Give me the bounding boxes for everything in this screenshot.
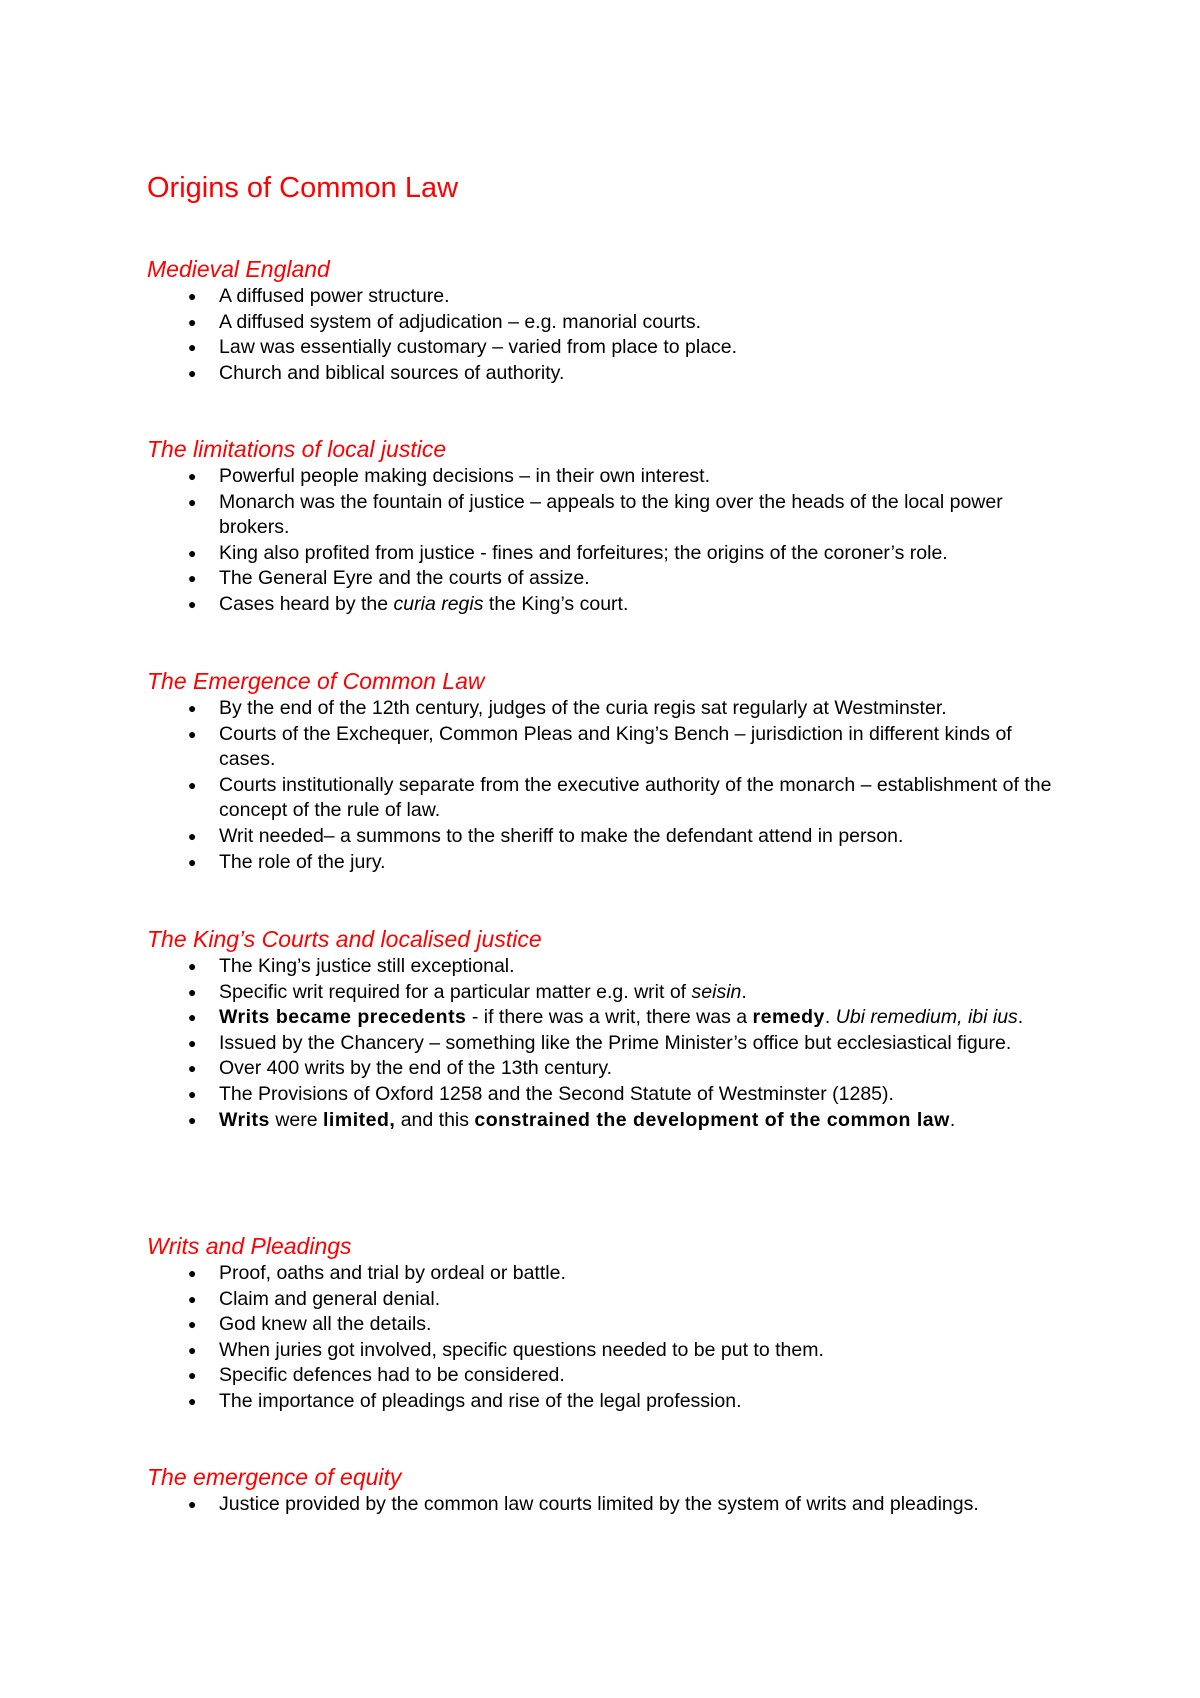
list-item [147, 310, 1059, 336]
list-item [147, 1338, 1059, 1364]
section-heading: Medieval England [147, 256, 330, 282]
item-text: King also profited from justice - fines and forfeitures; the origins of the coroner’s role. [219, 541, 948, 564]
item-text: Over 400 writs by the end of the 13th century. [219, 1057, 613, 1080]
bullet-icon: ● [188, 958, 197, 974]
section-heading: The King’s Courts and localised justice [147, 926, 542, 952]
bullet-icon: ● [188, 725, 197, 742]
list-item [147, 1031, 1059, 1057]
bullet-list [147, 284, 1077, 386]
item-text: Church and biblical sources of authority. [219, 361, 565, 384]
bullet-icon: ● [188, 1392, 197, 1409]
section-emergence-of-equity [147, 1462, 1077, 1518]
bullet-icon: ● [188, 339, 197, 356]
item-text: Writ needed– a summons to the sheriff to make the defendant attend in person. [219, 824, 904, 847]
item-text: By the end of the 12th century, judges of the curia regis sat regularly at Westminster. [219, 697, 947, 719]
section-heading: The limitations of local justice [147, 436, 447, 462]
list-item [147, 1005, 1059, 1031]
section-medieval-england [147, 254, 1077, 386]
list-item [147, 1312, 1059, 1338]
bullet-icon: ● [188, 827, 197, 844]
italic-text: seisin [691, 980, 742, 1003]
item-text: . [1017, 1006, 1024, 1029]
list-item [147, 980, 1059, 1006]
item-text: Specific writ required for a particular matter e.g. writ of [219, 980, 692, 1003]
bullet-list [147, 1261, 1077, 1415]
list-item [147, 850, 1059, 876]
list-item [147, 490, 1059, 541]
section-heading: The emergence of equity [147, 1464, 402, 1490]
italic-text: curia regis [393, 592, 484, 615]
bold-text: limited, [323, 1108, 396, 1131]
item-text: Claim and general denial. [219, 1287, 441, 1310]
item-text: The importance of pleadings and rise of the legal profession. [219, 1389, 742, 1412]
item-text: Courts institutionally separate from the executive authority of the monarch – establishment of the concept of the rule of law. [219, 773, 1052, 822]
item-text: Powerful people making decisions – in their own interest. [219, 465, 711, 487]
item-text: Cases heard by the [219, 592, 394, 615]
bullet-icon: ● [188, 1085, 197, 1102]
bullet-icon: ● [188, 1290, 197, 1307]
bullet-icon: ● [188, 1111, 197, 1128]
bullet-list [147, 954, 1077, 1133]
item-text: Issued by the Chancery – something like the Prime Minister’s office but ecclesiastical figure. [219, 1031, 1012, 1054]
section-writs-and-pleadings [147, 1231, 1077, 1415]
item-text: the King’s court. [483, 592, 629, 615]
item-text: . [741, 980, 747, 1003]
list-item [147, 954, 1059, 980]
item-text: . [824, 1006, 836, 1029]
list-item [147, 824, 1059, 850]
document-title: Origins of Common Law [147, 172, 459, 204]
section-kings-courts-localised-justice [147, 924, 1077, 1133]
item-text: Proof, oaths and trial by ordeal or battle. [219, 1262, 566, 1284]
bullet-icon: ● [188, 700, 197, 716]
bullet-icon: ● [188, 544, 197, 561]
list-item [147, 1261, 1059, 1287]
italic-text: Ubi remedium, ibi ius [835, 1006, 1018, 1029]
bullet-icon: ● [188, 1009, 197, 1026]
bold-text: Writs [219, 1108, 270, 1131]
list-item [147, 592, 1059, 618]
bold-text: constrained the development of the common law [474, 1108, 950, 1131]
bullet-icon: ● [188, 1496, 197, 1512]
bullet-icon: ● [188, 1316, 197, 1333]
bullet-icon: ● [188, 570, 197, 587]
item-text: Specific defences had to be considered. [219, 1364, 565, 1387]
bullet-icon: ● [188, 288, 197, 304]
item-text: A diffused power structure. [219, 285, 450, 307]
item-text: . [949, 1108, 956, 1131]
list-item [147, 464, 1059, 490]
list-item [147, 1492, 1059, 1518]
item-text: and this [395, 1108, 475, 1131]
item-text: The role of the jury. [219, 850, 386, 873]
list-item [147, 1389, 1059, 1415]
list-item [147, 722, 1059, 773]
section-limitations-local-justice [147, 434, 1077, 618]
bullet-icon: ● [188, 493, 197, 510]
list-item [147, 335, 1059, 361]
item-text: The Provisions of Oxford 1258 and the Second Statute of Westminster (1285). [219, 1082, 894, 1105]
bullet-icon: ● [188, 1265, 197, 1281]
item-text: When juries got involved, specific questions needed to be put to them. [219, 1338, 824, 1361]
bullet-list [147, 696, 1077, 875]
item-text: Courts of the Exchequer, Common Pleas and King’s Bench – jurisdiction in different kinds of cases. [219, 722, 1012, 771]
item-text: - if there was a writ, there was a [466, 1006, 753, 1029]
bullet-icon: ● [188, 313, 197, 330]
bullet-icon: ● [188, 983, 197, 1000]
item-text: Justice provided by the common law courts limited by the system of writs and pleadings. [219, 1493, 979, 1515]
bullet-icon: ● [188, 1060, 197, 1077]
section-heading: Writs and Pleadings [147, 1233, 352, 1259]
bullet-icon: ● [188, 1034, 197, 1051]
bullet-icon: ● [188, 595, 197, 612]
list-item [147, 284, 1059, 310]
item-text: A diffused system of adjudication – e.g. manorial courts. [219, 310, 701, 333]
list-item [147, 1287, 1059, 1313]
item-text: Monarch was the fountain of justice – appeals to the king over the heads of the local power brokers. [219, 490, 1003, 539]
item-text: The General Eyre and the courts of assize. [219, 567, 590, 590]
bullet-icon: ● [188, 1367, 197, 1384]
item-text: The King’s justice still exceptional. [219, 955, 515, 977]
bold-text: remedy [752, 1006, 825, 1029]
bullet-icon: ● [188, 853, 197, 870]
item-text: were [269, 1108, 324, 1131]
list-item [147, 773, 1059, 824]
list-item [147, 1108, 1059, 1134]
bullet-list [147, 464, 1077, 618]
list-item [147, 696, 1059, 722]
item-text: God knew all the details. [219, 1313, 432, 1336]
list-item [147, 1056, 1059, 1082]
list-item [147, 566, 1059, 592]
list-item [147, 1363, 1059, 1389]
section-heading: The Emergence of Common Law [147, 668, 485, 694]
bold-text: Writs became precedents [219, 1006, 467, 1029]
item-text: Law was essentially customary – varied from place to place. [219, 336, 738, 359]
bullet-icon: ● [188, 1341, 197, 1358]
section-emergence-common-law [147, 666, 1077, 875]
bullet-icon: ● [188, 468, 197, 484]
list-item [147, 541, 1059, 567]
list-item [147, 1082, 1059, 1108]
bullet-icon: ● [188, 364, 197, 381]
bullet-icon: ● [188, 776, 197, 793]
list-item [147, 361, 1059, 387]
bullet-list [147, 1492, 1077, 1518]
